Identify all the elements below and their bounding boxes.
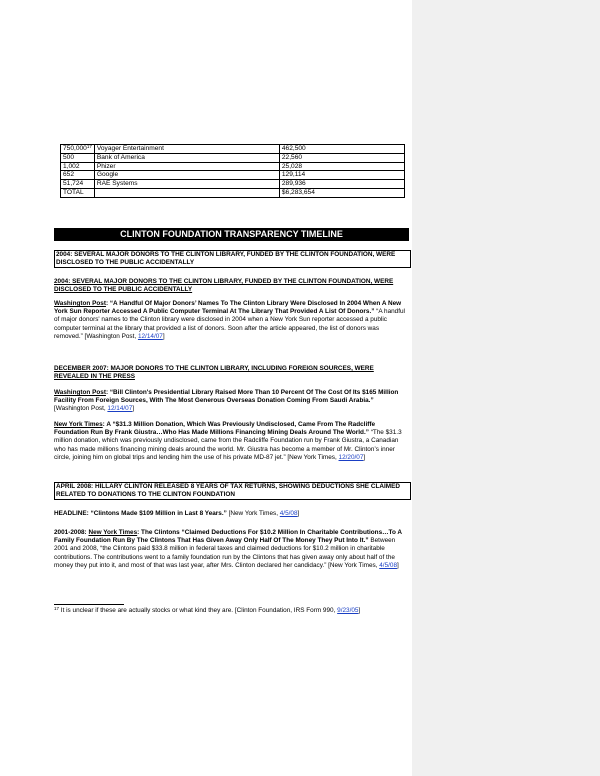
heading-2004: 2004: SEVERAL MAJOR DONORS TO THE CLINTON LIBRARY, FUNDED BY THE CLINTON FOUNDATION, WERE DISCLOSED TO THE PUBLIC ACCIDENTALLY: [54, 278, 394, 294]
cell-value: 25,028: [279, 162, 404, 171]
footnote-number: 17: [54, 606, 60, 611]
citation-link[interactable]: 4/5/08: [379, 561, 398, 569]
table-row: [61, 188, 405, 197]
quote-headline: HEADLINE: “Clintons Made $109 Million in Last 8 Years.”: [54, 510, 227, 517]
citation-link[interactable]: 4/5/08: [279, 510, 298, 517]
quote-headline: : “A Handful Of Major Donors’ Names To The Clinton Library Were Disclosed In 2004 When A New York Sun Reporter Accessed A Public Computer Terminal At The Library That Provided A List Of Donors.”: [54, 300, 402, 316]
paragraph-nyt-2008: [54, 529, 409, 570]
citation-close: ]: [397, 561, 399, 569]
citation-link[interactable]: 12/20/07: [338, 453, 364, 461]
cell-amount: 51,724: [61, 180, 95, 189]
table-row: [61, 153, 405, 162]
source-label: Washington Post: [54, 300, 106, 307]
quote-headline: : A “$31.3 Million Donation, Which Was Previously Undisclosed, Came From The Radcliffe Foundation Run By Frank Giustra…Who Has Made Millions Financing Mining Deals Around The World.”: [54, 421, 376, 437]
footnote-close: ]: [358, 607, 361, 614]
comment-margin: [412, 0, 600, 776]
paragraph-wapo-2007: [54, 389, 409, 414]
cell-amount: 500: [61, 153, 95, 162]
cell-amount: 652: [61, 171, 95, 180]
quote-headline: : “Bill Clinton's Presidential Library Raised More Than 10 Percent Of The Cost Of Its $165 Million Facility From Foreign Sources, With The Most Generous Overseas Donation Coming From Saudi Arabia.”: [54, 389, 399, 405]
paragraph-wapo-2004: [54, 300, 409, 341]
table-row: [61, 171, 405, 180]
cell-value: 22,560: [279, 153, 404, 162]
donor-table: [60, 144, 405, 198]
citation-close: ]: [363, 453, 366, 461]
boxed-heading-2008: APRIL 2008: HILLARY CLINTON RELEASED 8 YEARS OF TAX RETURNS, SHOWING DEDUCTIONS SHE CLAIMED RELATED TO DONATIONS TO THE CLINTON FOUNDATION: [54, 482, 411, 500]
footnote: [54, 607, 409, 615]
quote-body: “A handful of major donors' names to the Clinton library were disclosed in 2004 when a New York Sun reporter accessed a public computer terminal at the library that provided a list of donors. Soon after the article appeared, the list of donors was removed.” [Washington Post,: [54, 308, 405, 340]
quote-body: [New York Times,: [226, 510, 280, 517]
cell-value: 129,114: [279, 171, 404, 180]
citation-link[interactable]: 12/14/07: [107, 405, 133, 413]
citation-link[interactable]: 12/14/07: [137, 332, 163, 340]
quote-body: “The $31.3 million donation, which was previously undisclosed, came from the Radcliffe Foundation run by Frank Giustra, a Canadian who has made millions financing mining deals around the world. Mr. Giustra has become a member of Mr. Clinton’s inner circle, joining him on global trips and lending him the use of his private MD-87 jet.” [New York Times,: [54, 429, 402, 461]
paragraph-nyt-2007: [54, 421, 409, 462]
cell-name: Voyager Entertainment: [94, 145, 279, 154]
source-label: Washington Post: [54, 389, 106, 396]
citation-close: ]: [132, 405, 135, 413]
date-prefix: 2001-2008:: [54, 529, 89, 536]
table-row: [61, 145, 405, 154]
table-row: [61, 180, 405, 189]
section-banner: CLINTON FOUNDATION TRANSPARENCY TIMELINE: [54, 228, 409, 241]
quote-headline: : The Clintons “Claimed Deductions For $10.2 Million In Charitable Contributions…To A Family Foundation Run By The Clintons That Has Given Away Only Half Of The Money They Put Into It.”: [54, 529, 402, 545]
cell-name: RAE Systems: [94, 180, 279, 189]
footnote-ref: 17: [86, 144, 92, 149]
source-label: New York Times: [88, 529, 138, 536]
footnote-link[interactable]: 9/23/05: [337, 607, 359, 614]
source-label: New York Times: [54, 421, 103, 428]
cell-name: [94, 188, 279, 197]
citation-close: ]: [297, 510, 300, 517]
cell-amount: 750,000$^{17}$: [61, 145, 95, 154]
footnote-divider: [54, 604, 124, 605]
footnote-text: It is unclear if these are actually stocks or what kind they are. [Clinton Foundation, IRS Form 990,: [59, 607, 338, 614]
boxed-heading-2004: 2004: SEVERAL MAJOR DONORS TO THE CLINTON LIBRARY, FUNDED BY THE CLINTON FOUNDATION, WERE DISCLOSED TO THE PUBLIC ACCIDENTALLY: [54, 250, 411, 268]
table-row: [61, 162, 405, 171]
cell-amount: TOTAL: [61, 188, 95, 197]
quote-body: [Washington Post,: [54, 405, 108, 413]
cell-name: Google: [94, 171, 279, 180]
cell-value: 462,500: [279, 145, 404, 154]
heading-dec-2007: DECEMBER 2007: MAJOR DONORS TO THE CLINTON LIBRARY, INCLUDING FOREIGN SOURCES, WERE REVEALED IN THE PRESS: [54, 365, 374, 381]
citation-close: ]: [162, 332, 165, 340]
cell-name: Bank of America: [94, 153, 279, 162]
paragraph-headline-2008: [54, 510, 409, 518]
cell-name: Phizer: [94, 162, 279, 171]
cell-value: 289,936: [279, 180, 404, 189]
cell-amount: 1,002: [61, 162, 95, 171]
cell-value: $6,283,654: [279, 188, 404, 197]
quote-body: Between 2001 and 2008, “the Clintons paid $33.8 million in federal taxes and claimed deductions for $10.2 million in charitable contributions. The contributions went to a family foundation run by the Clintons that has given away only about half of the money they put into it, and most of that was last year, after Mrs. Clinton declared her candidacy.” [New York Times,: [54, 537, 396, 569]
